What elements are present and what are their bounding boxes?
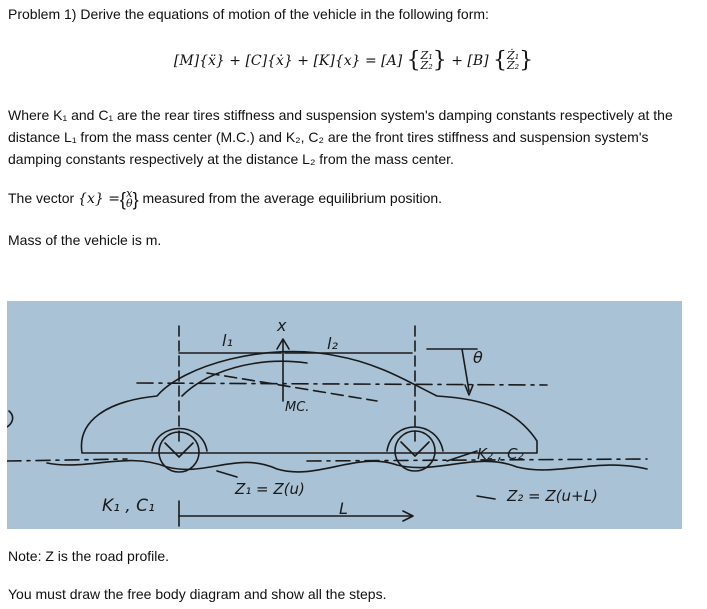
z-bottom: Z₂ [420, 59, 433, 72]
z-vector [421, 51, 433, 71]
zdot-vector [507, 51, 519, 71]
equation-lhs: [M]{ẍ} + [C]{ẋ} + [K]{x} = [A] [173, 53, 403, 69]
state-theta: θ [125, 197, 133, 211]
description-paragraph: Where K₁ and C₁ are the rear tires stiffness and suspension system's damping constants respectively at the distance L₁ from the mass center (M.C.) and K₂, C₂ are the front tires stiffness and suspension system's damping constants respectively at the distance L₂ from the mass center. [8, 107, 673, 167]
label-theta: θ [473, 348, 483, 367]
road-line [7, 459, 647, 461]
vector-definition: The vector {x} ={ x θ } measured from the average equilibrium position. [8, 187, 443, 211]
body-centerline [137, 383, 547, 385]
equation-b-term: + [B] [451, 53, 489, 69]
instruction-fbd: You must draw the free body diagram and show all the steps. [8, 586, 387, 602]
label-l1: l₁ [222, 331, 233, 350]
mass-statement: Mass of the vehicle is m. [8, 232, 162, 248]
state-vector [126, 189, 133, 209]
label-k2c2: K₂ , C₂ [477, 445, 524, 463]
label-l2: l₂ [327, 334, 338, 353]
label-mc: MC. [285, 400, 310, 415]
z-top: Z₁ [420, 49, 433, 62]
zdot-top: Ż₁ [507, 49, 520, 62]
label-z1: Z₁ = Z(u) [235, 480, 305, 498]
vector-prefix: The vector [8, 190, 75, 206]
label-x: x [277, 316, 287, 335]
road-profile [47, 461, 647, 472]
vehicle-sketch [7, 301, 682, 529]
label-k1c1: K₁ , C₁ [102, 496, 155, 516]
vehicle-sketch-drawing [7, 301, 682, 529]
label-z2: Z₂ = Z(u+L) [507, 487, 598, 505]
state-x: x [126, 187, 133, 201]
vector-suffix: measured from the average equilibrium position. [142, 190, 443, 206]
equation-of-motion: [M]{ẍ} + [C]{ẋ} + [K]{x} = [A] { Z₁ Z₂ } + [B] { Ż₁ Ż₂ } [173, 48, 534, 73]
label-L: L [339, 499, 348, 518]
zdot-bottom: Ż₂ [507, 59, 520, 72]
vector-math: {x} = [78, 191, 120, 207]
note-road-profile: Note: Z is the road profile. [8, 548, 170, 564]
problem-title: Problem 1) Derive the equations of motion of the vehicle in the following form: [8, 6, 489, 22]
